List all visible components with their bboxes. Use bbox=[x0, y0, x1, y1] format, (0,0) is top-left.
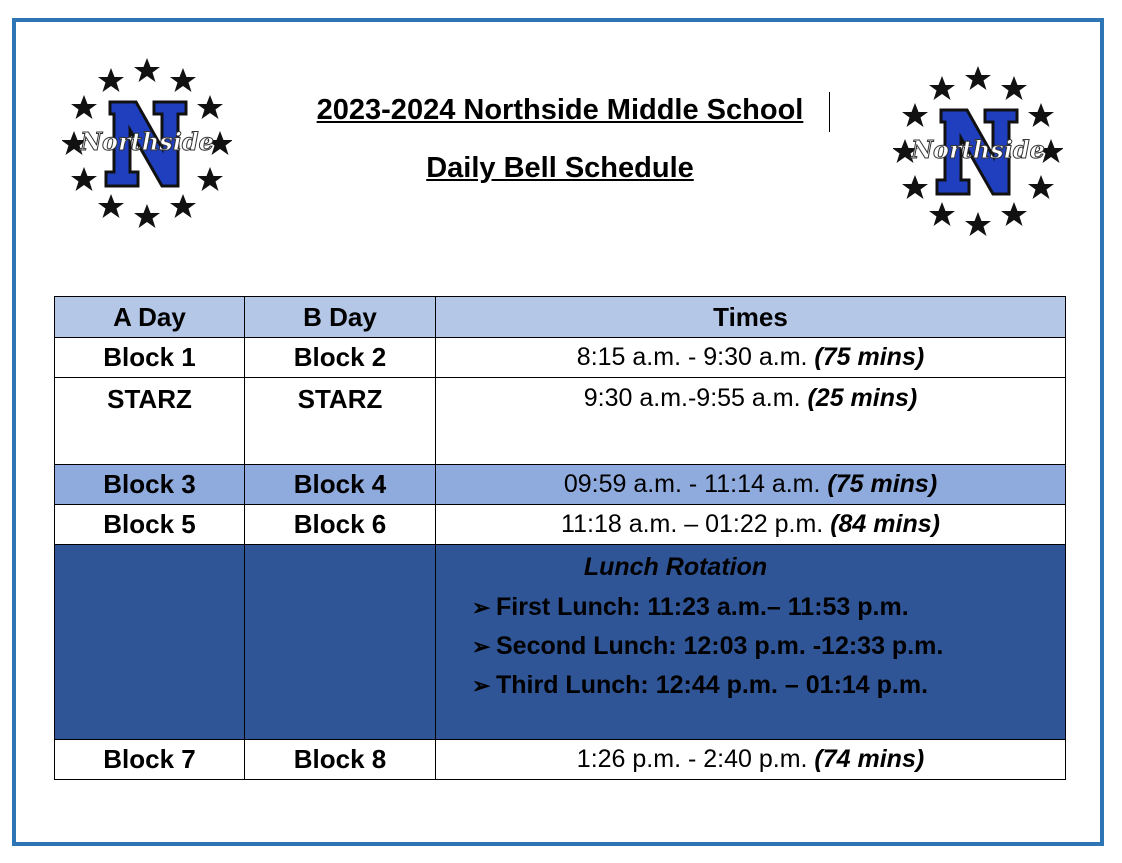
lunch-item-label: First Lunch: 11:23 a.m.– 11:53 p.m. bbox=[496, 593, 909, 621]
northside-logo-right bbox=[893, 66, 1063, 236]
list-item bbox=[472, 627, 1065, 666]
time-cell bbox=[436, 465, 1066, 505]
duration: (75 mins) bbox=[814, 343, 925, 371]
table-row bbox=[55, 378, 1066, 465]
lunch-row bbox=[55, 545, 1066, 740]
time-range: 1:26 p.m. - 2:40 p.m. bbox=[576, 745, 815, 773]
time-range: 8:15 a.m. - 9:30 a.m. bbox=[576, 343, 815, 371]
lunch-item-label: Second Lunch: 12:03 p.m. -12:33 p.m. bbox=[496, 632, 944, 660]
a-day-cell-empty bbox=[55, 545, 245, 740]
time-cell bbox=[436, 378, 1066, 465]
logo-script-text: Northside bbox=[911, 135, 1045, 164]
lunch-item-label: Third Lunch: 12:44 p.m. – 01:14 p.m. bbox=[496, 671, 929, 699]
a-day-cell: Block 3 bbox=[55, 465, 245, 505]
duration: (25 mins) bbox=[807, 384, 918, 412]
a-day-cell: Block 5 bbox=[55, 505, 245, 545]
time-range: 09:59 a.m. - 11:14 a.m. bbox=[563, 470, 828, 498]
list-item bbox=[472, 588, 1065, 627]
time-range: 11:18 a.m. – 01:22 p.m. bbox=[561, 510, 831, 538]
lunch-rotation-title: Lunch Rotation bbox=[583, 553, 768, 581]
table-row bbox=[55, 465, 1066, 505]
table-row bbox=[55, 505, 1066, 545]
table-header-row bbox=[55, 297, 1066, 338]
lunch-cell bbox=[436, 545, 1066, 740]
a-day-cell: Block 1 bbox=[55, 338, 245, 378]
duration: (74 mins) bbox=[814, 745, 925, 773]
a-day-cell: Block 7 bbox=[55, 740, 245, 780]
table-row bbox=[55, 740, 1066, 780]
column-header-times: Times bbox=[436, 297, 1066, 338]
page-title: 2023-2024 Northside Middle School bbox=[316, 94, 804, 126]
b-day-cell: Block 6 bbox=[245, 505, 436, 545]
b-day-cell: Block 2 bbox=[245, 338, 436, 378]
text-cursor bbox=[829, 92, 830, 132]
b-day-cell: Block 8 bbox=[245, 740, 436, 780]
arrow-bullet-icon: ➢ bbox=[472, 673, 491, 698]
time-cell bbox=[436, 505, 1066, 545]
column-header-b-day: B Day bbox=[245, 297, 436, 338]
list-item bbox=[472, 666, 1065, 705]
b-day-cell: STARZ bbox=[245, 378, 436, 465]
time-cell bbox=[436, 740, 1066, 780]
column-header-a-day: A Day bbox=[55, 297, 245, 338]
arrow-bullet-icon: ➢ bbox=[472, 634, 491, 659]
duration: (75 mins) bbox=[827, 470, 938, 498]
logo-script-text: Northside bbox=[80, 127, 214, 156]
b-day-cell-empty bbox=[245, 545, 436, 740]
b-day-cell: Block 4 bbox=[245, 465, 436, 505]
time-cell bbox=[436, 338, 1066, 378]
arrow-bullet-icon: ➢ bbox=[472, 595, 491, 620]
duration: (84 mins) bbox=[830, 510, 940, 538]
time-range: 9:30 a.m.-9:55 a.m. bbox=[583, 384, 808, 412]
a-day-cell: STARZ bbox=[55, 378, 245, 465]
lunch-list bbox=[436, 588, 1065, 705]
page-subtitle: Daily Bell Schedule bbox=[426, 152, 694, 184]
bell-schedule-table bbox=[54, 296, 1066, 780]
northside-logo-left bbox=[62, 58, 232, 228]
table-row bbox=[55, 338, 1066, 378]
